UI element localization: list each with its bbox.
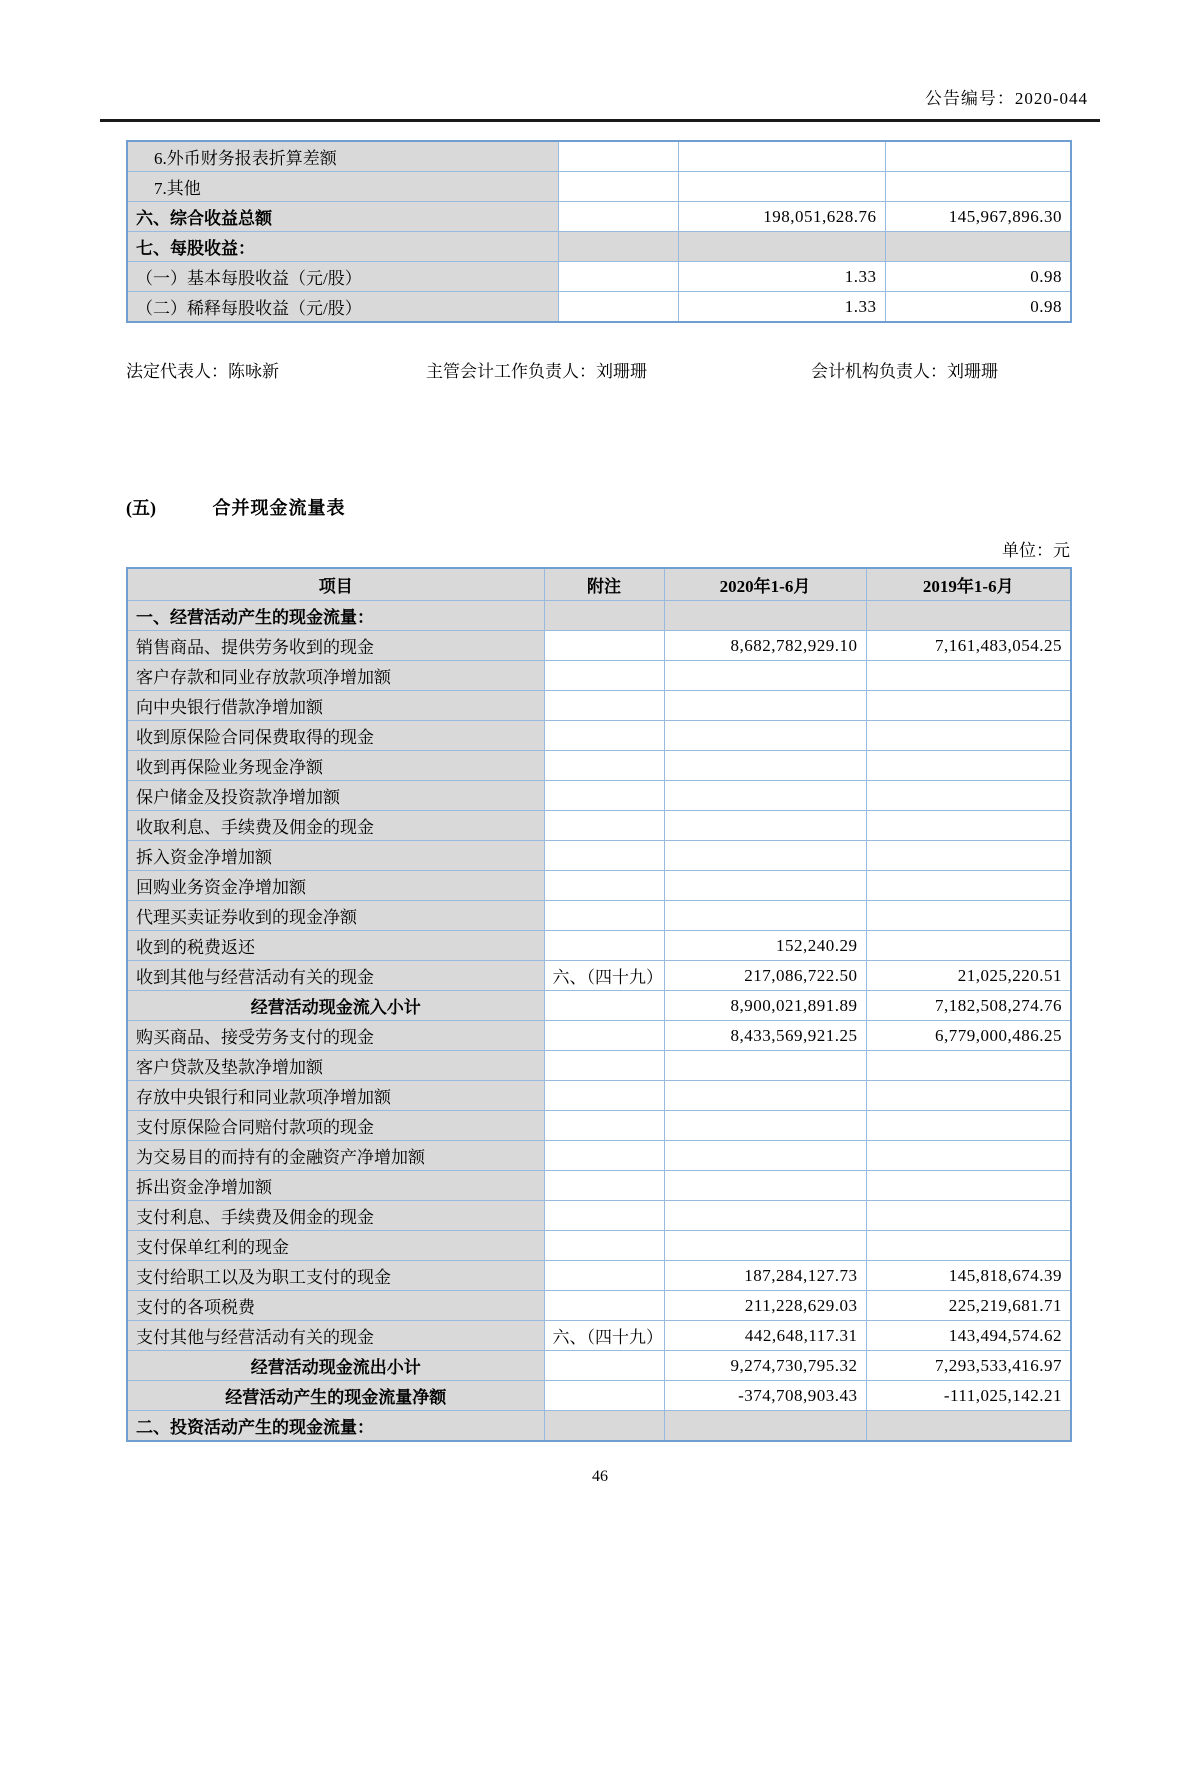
header-period-2020: 2020年1-6月 [664, 568, 866, 601]
value-2020-cell: 1.33 [678, 262, 885, 292]
note-cell [558, 292, 678, 323]
item-label-cell: 7.其他 [127, 172, 558, 202]
note-cell [544, 1141, 664, 1171]
signature-line [126, 357, 1126, 382]
item-label-cell: 二、投资活动产生的现金流量： [127, 1411, 544, 1442]
income-statement-bottom-table [126, 140, 1072, 323]
table-row [127, 1351, 1071, 1381]
value-2019-cell [866, 901, 1071, 931]
value-2020-cell: 187,284,127.73 [664, 1261, 866, 1291]
note-cell [544, 811, 664, 841]
value-2019-cell [866, 1231, 1071, 1261]
note-cell: 六、（四十九） [544, 1321, 664, 1351]
note-cell [558, 232, 678, 262]
item-label-cell: 支付其他与经营活动有关的现金 [127, 1321, 544, 1351]
value-2020-cell: 8,682,782,929.10 [664, 631, 866, 661]
header-period-2019: 2019年1-6月 [866, 568, 1071, 601]
table-row [127, 141, 1071, 172]
value-2020-cell [678, 141, 885, 172]
item-label-cell: 经营活动现金流入小计 [127, 991, 544, 1021]
value-2019-cell [866, 1081, 1071, 1111]
value-2020-cell [664, 841, 866, 871]
header-note: 附注 [544, 568, 664, 601]
value-2019-cell: 0.98 [885, 262, 1071, 292]
value-2020-cell [664, 1051, 866, 1081]
item-label-cell: 向中央银行借款净增加额 [127, 691, 544, 721]
table-header-row [127, 568, 1071, 601]
value-2020-cell [664, 1411, 866, 1442]
value-2019-cell [885, 232, 1071, 262]
note-cell [544, 1111, 664, 1141]
table-row [127, 931, 1071, 961]
value-2019-cell [866, 601, 1071, 631]
section-number: (五) [126, 498, 156, 518]
value-2019-cell [866, 841, 1071, 871]
item-label-cell: 代理买卖证券收到的现金净额 [127, 901, 544, 931]
item-label-cell: （一）基本每股收益（元/股） [127, 262, 558, 292]
value-2019-cell [866, 811, 1071, 841]
note-cell [544, 721, 664, 751]
value-2019-cell: 7,182,508,274.76 [866, 991, 1071, 1021]
value-2019-cell [885, 172, 1071, 202]
item-label-cell: 经营活动产生的现金流量净额 [127, 1381, 544, 1411]
item-label-cell: 为交易目的而持有的金融资产净增加额 [127, 1141, 544, 1171]
item-label-cell: 支付利息、手续费及佣金的现金 [127, 1201, 544, 1231]
table-row [127, 961, 1071, 991]
value-2020-cell [664, 871, 866, 901]
value-2020-cell [664, 1171, 866, 1201]
item-label-cell: 收到原保险合同保费取得的现金 [127, 721, 544, 751]
note-cell [544, 1081, 664, 1111]
item-label-cell: 保户储金及投资款净增加额 [127, 781, 544, 811]
note-cell [544, 1051, 664, 1081]
section-title [126, 494, 1200, 520]
table-row [127, 232, 1071, 262]
table-row [127, 601, 1071, 631]
value-2020-cell: 9,274,730,795.32 [664, 1351, 866, 1381]
value-2020-cell [664, 1201, 866, 1231]
value-2020-cell: 8,900,021,891.89 [664, 991, 866, 1021]
item-label-cell: 销售商品、提供劳务收到的现金 [127, 631, 544, 661]
item-label-cell: 支付保单红利的现金 [127, 1231, 544, 1261]
value-2020-cell: -374,708,903.43 [664, 1381, 866, 1411]
note-cell [544, 1171, 664, 1201]
table-row [127, 631, 1071, 661]
item-label-cell: 一、经营活动产生的现金流量： [127, 601, 544, 631]
value-2019-cell [866, 1141, 1071, 1171]
value-2019-cell: 21,025,220.51 [866, 961, 1071, 991]
value-2019-cell [866, 1111, 1071, 1141]
value-2020-cell [664, 661, 866, 691]
item-label-cell: 支付的各项税费 [127, 1291, 544, 1321]
note-cell [544, 1021, 664, 1051]
value-2020-cell: 217,086,722.50 [664, 961, 866, 991]
table-row [127, 751, 1071, 781]
item-label-cell: 六、综合收益总额 [127, 202, 558, 232]
value-2020-cell [664, 781, 866, 811]
note-cell [544, 1291, 664, 1321]
value-2020-cell [664, 1111, 866, 1141]
table-row [127, 1261, 1071, 1291]
table-row [127, 661, 1071, 691]
item-label-cell: 收到其他与经营活动有关的现金 [127, 961, 544, 991]
value-2020-cell: 198,051,628.76 [678, 202, 885, 232]
item-label-cell: 拆入资金净增加额 [127, 841, 544, 871]
table-row [127, 1171, 1071, 1201]
value-2019-cell [866, 1411, 1071, 1442]
value-2020-cell [678, 172, 885, 202]
table-row [127, 1141, 1071, 1171]
table-row [127, 202, 1071, 232]
value-2020-cell [664, 1081, 866, 1111]
table-row [127, 811, 1071, 841]
note-cell [544, 751, 664, 781]
table-row [127, 691, 1071, 721]
note-cell [544, 781, 664, 811]
note-cell [558, 141, 678, 172]
note-cell [544, 601, 664, 631]
value-2019-cell: 145,818,674.39 [866, 1261, 1071, 1291]
table-row [127, 1231, 1071, 1261]
value-2019-cell: 143,494,574.62 [866, 1321, 1071, 1351]
value-2020-cell [664, 601, 866, 631]
note-cell [544, 661, 664, 691]
note-cell [544, 1201, 664, 1231]
note-cell [544, 901, 664, 931]
value-2020-cell: 152,240.29 [664, 931, 866, 961]
value-2019-cell: 6,779,000,486.25 [866, 1021, 1071, 1051]
item-label-cell: 存放中央银行和同业款项净增加额 [127, 1081, 544, 1111]
value-2020-cell: 442,648,117.31 [664, 1321, 866, 1351]
value-2019-cell [866, 1201, 1071, 1231]
note-cell [544, 1381, 664, 1411]
value-2020-cell: 8,433,569,921.25 [664, 1021, 866, 1051]
value-2020-cell [664, 1231, 866, 1261]
note-cell [558, 172, 678, 202]
note-cell [544, 1261, 664, 1291]
item-label-cell: 收到再保险业务现金净额 [127, 751, 544, 781]
note-cell: 六、（四十九） [544, 961, 664, 991]
item-label-cell: 支付给职工以及为职工支付的现金 [127, 1261, 544, 1291]
section-name: 合并现金流量表 [212, 498, 346, 518]
value-2020-cell [664, 751, 866, 781]
table-row [127, 991, 1071, 1021]
page-number: 46 [592, 1468, 608, 1485]
value-2019-cell: 225,219,681.71 [866, 1291, 1071, 1321]
table-row [127, 292, 1071, 323]
value-2020-cell: 211,228,629.03 [664, 1291, 866, 1321]
note-cell [544, 931, 664, 961]
note-cell [544, 691, 664, 721]
value-2019-cell: 0.98 [885, 292, 1071, 323]
item-label-cell: 经营活动现金流出小计 [127, 1351, 544, 1381]
value-2019-cell [866, 661, 1071, 691]
table-row [127, 262, 1071, 292]
item-label-cell: 七、每股收益： [127, 232, 558, 262]
value-2019-cell: 7,161,483,054.25 [866, 631, 1071, 661]
note-cell [544, 871, 664, 901]
notice-number: 公告编号：2020-044 [924, 89, 1088, 108]
item-label-cell: 支付原保险合同赔付款项的现金 [127, 1111, 544, 1141]
cash-flow-statement-table [126, 567, 1072, 1442]
value-2020-cell [664, 901, 866, 931]
value-2019-cell [866, 751, 1071, 781]
header-item: 项目 [127, 568, 544, 601]
value-2020-cell [664, 721, 866, 751]
unit-label: 单位：元 [1002, 541, 1070, 560]
table-row [127, 1201, 1071, 1231]
value-2019-cell: 145,967,896.30 [885, 202, 1071, 232]
header-rule [100, 119, 1100, 122]
item-label-cell: 回购业务资金净增加额 [127, 871, 544, 901]
value-2019-cell: 7,293,533,416.97 [866, 1351, 1071, 1381]
legal-representative: 法定代表人：陈咏新 [126, 362, 279, 381]
table-row [127, 781, 1071, 811]
value-2019-cell [866, 1051, 1071, 1081]
table-row [127, 721, 1071, 751]
value-2020-cell [664, 811, 866, 841]
value-2019-cell [866, 721, 1071, 751]
table-row [127, 1411, 1071, 1442]
value-2019-cell [866, 1171, 1071, 1201]
table-row [127, 1291, 1071, 1321]
value-2019-cell [885, 141, 1071, 172]
note-cell [544, 1231, 664, 1261]
value-2020-cell: 1.33 [678, 292, 885, 323]
item-label-cell: 6.外币财务报表折算差额 [127, 141, 558, 172]
table-row [127, 1381, 1071, 1411]
note-cell [558, 262, 678, 292]
chief-accountant: 主管会计工作负责人：刘珊珊 [426, 362, 647, 381]
table-row [127, 901, 1071, 931]
value-2019-cell [866, 781, 1071, 811]
item-label-cell: 客户贷款及垫款净增加额 [127, 1051, 544, 1081]
item-label-cell: 购买商品、接受劳务支付的现金 [127, 1021, 544, 1051]
note-cell [558, 202, 678, 232]
item-label-cell: 收到的税费返还 [127, 931, 544, 961]
accounting-org-head: 会计机构负责人：刘珊珊 [811, 362, 998, 381]
value-2020-cell [664, 1141, 866, 1171]
note-cell [544, 841, 664, 871]
table-row [127, 1081, 1071, 1111]
table-row [127, 1051, 1071, 1081]
value-2020-cell [664, 691, 866, 721]
table-row [127, 172, 1071, 202]
note-cell [544, 1411, 664, 1442]
item-label-cell: 收取利息、手续费及佣金的现金 [127, 811, 544, 841]
table-row [127, 1111, 1071, 1141]
note-cell [544, 991, 664, 1021]
value-2019-cell [866, 691, 1071, 721]
item-label-cell: 拆出资金净增加额 [127, 1171, 544, 1201]
value-2019-cell [866, 871, 1071, 901]
note-cell [544, 631, 664, 661]
note-cell [544, 1351, 664, 1381]
value-2020-cell [678, 232, 885, 262]
table-row [127, 1321, 1071, 1351]
value-2019-cell: -111,025,142.21 [866, 1381, 1071, 1411]
table-row [127, 1021, 1071, 1051]
table-row [127, 871, 1071, 901]
item-label-cell: 客户存款和同业存放款项净增加额 [127, 661, 544, 691]
item-label-cell: （二）稀释每股收益（元/股） [127, 292, 558, 323]
table-row [127, 841, 1071, 871]
value-2019-cell [866, 931, 1071, 961]
